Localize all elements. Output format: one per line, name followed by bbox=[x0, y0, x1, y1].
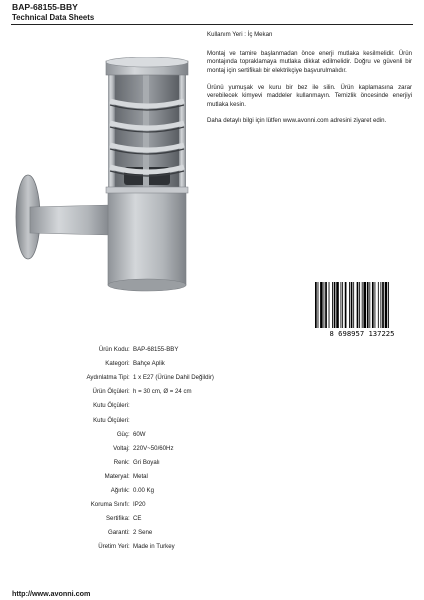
barcode-bar bbox=[320, 282, 323, 328]
spec-separator: : bbox=[128, 543, 130, 551]
spec-label: Garanti bbox=[108, 529, 128, 537]
barcode-bar bbox=[372, 282, 374, 328]
barcode-bar bbox=[353, 282, 354, 328]
spec-separator: : bbox=[128, 430, 130, 438]
cleaning-paragraph: Ürünü yumuşak ve kuru bir bez ile silin. Ürün kaplamasına zarar verebilecek kimyevi maddeler kullanmayın. Temizlik öncesinde enerjiyi mutlaka kesin. bbox=[207, 83, 412, 108]
spec-separator: : bbox=[128, 374, 130, 382]
spec-value: 60W bbox=[133, 430, 146, 438]
spec-value: IP20 bbox=[133, 501, 146, 509]
barcode-bar bbox=[362, 282, 363, 328]
barcode-bar bbox=[363, 282, 366, 328]
usage-text: Kullanım Yeri : İç Mekan bbox=[207, 31, 273, 38]
spec-row bbox=[0, 485, 424, 496]
spec-label: Kutu Ölçüleri bbox=[93, 416, 128, 424]
barcode-bar bbox=[357, 282, 359, 328]
barcode-bar bbox=[378, 282, 379, 328]
spec-value: 2 Sene bbox=[133, 529, 153, 537]
barcode-bar bbox=[367, 282, 369, 328]
barcode-bar bbox=[385, 282, 388, 328]
spec-value: CE bbox=[133, 515, 142, 523]
barcode-bar bbox=[315, 282, 317, 328]
barcode-bar bbox=[325, 282, 327, 328]
installation-paragraph: Montaj ve tamire başlanmadan önce enerji mutlaka kesilmelidir. Ürün montajında topraklamaya mutlaka dikkat edilmelidir. Doğru ve güvenli bir montaj için sertifikalı bir elektrikçiye başvurulmalıdır. bbox=[207, 49, 412, 74]
spec-label: Koruma Sınıfı bbox=[90, 501, 128, 509]
barcode-bar bbox=[382, 282, 384, 328]
product-code-title: BAP-68155-BBY bbox=[12, 2, 78, 12]
spec-row bbox=[0, 415, 424, 426]
spec-row bbox=[0, 499, 424, 510]
spec-separator: : bbox=[128, 487, 130, 494]
spec-value: BAP-68155-BBY bbox=[133, 346, 179, 353]
spec-value: 1 x E27 (Ürüne Dahil Değildir) bbox=[133, 374, 214, 382]
spec-label: Ürün Kodu bbox=[98, 346, 128, 353]
spec-value: h = 30 cm, Ø = 24 cm bbox=[133, 388, 192, 396]
spec-label: Güç bbox=[116, 430, 128, 438]
more-info-paragraph: Daha detaylı bilgi için lütfen www.avonni.com adresini ziyaret edin. bbox=[207, 117, 387, 125]
barcode-bar bbox=[359, 282, 360, 328]
spec-separator: : bbox=[128, 472, 130, 480]
spec-label: Aydınlatma Tipi bbox=[86, 374, 128, 382]
spec-separator: : bbox=[128, 360, 130, 368]
spec-separator: : bbox=[128, 416, 130, 424]
spec-label: Kategori bbox=[105, 360, 128, 368]
barcode-bar bbox=[324, 282, 325, 328]
spec-separator: : bbox=[128, 515, 130, 523]
spec-label: Voltaj bbox=[113, 444, 128, 452]
barcode-bar bbox=[336, 282, 339, 328]
document-subtitle: Technical Data Sheets bbox=[12, 13, 95, 22]
barcode-bar bbox=[349, 282, 350, 328]
barcode-image bbox=[313, 282, 411, 338]
spec-row bbox=[0, 513, 424, 524]
barcode-bar bbox=[342, 282, 343, 328]
spec-row bbox=[0, 471, 424, 482]
barcode-bar bbox=[351, 282, 353, 328]
barcode-bar bbox=[332, 282, 333, 328]
spec-separator: : bbox=[128, 388, 130, 396]
spec-value: 220V~50/60Hz bbox=[133, 444, 174, 452]
description-block bbox=[207, 31, 412, 134]
header-divider bbox=[11, 24, 413, 25]
spec-row bbox=[0, 344, 424, 355]
spec-row bbox=[0, 429, 424, 440]
spec-row bbox=[0, 400, 424, 411]
spec-separator: : bbox=[128, 458, 130, 466]
barcode-bar bbox=[318, 282, 319, 328]
spec-value: 0.00 Kg bbox=[133, 487, 155, 494]
spec-value: Bahçe Aplik bbox=[133, 360, 165, 368]
product-image bbox=[12, 57, 202, 297]
barcode-bar bbox=[388, 282, 389, 328]
spec-label: Kutu Ölçüleri bbox=[93, 402, 128, 410]
barcode-bar bbox=[334, 282, 336, 328]
spec-separator: : bbox=[128, 529, 130, 537]
spec-label: Ağırlık bbox=[110, 487, 128, 494]
barcode-digits: 8 698957 137225 bbox=[329, 329, 395, 338]
spec-row bbox=[0, 457, 424, 468]
spec-label: Ürün Ölçüleri bbox=[92, 388, 128, 396]
spec-value: Metal bbox=[133, 472, 148, 480]
barcode-bar bbox=[380, 282, 381, 328]
spec-value: Made in Turkey bbox=[133, 543, 175, 551]
barcode-bar bbox=[345, 282, 347, 328]
spec-row bbox=[0, 443, 424, 454]
footer-url: http://www.avonni.com bbox=[12, 589, 91, 598]
spec-label: Materyal bbox=[104, 472, 128, 480]
spec-row bbox=[0, 358, 424, 369]
spec-row bbox=[0, 541, 424, 552]
spec-value: Gri Boyalı bbox=[133, 458, 160, 466]
barcode-bar bbox=[375, 282, 376, 328]
barcode-bar bbox=[341, 282, 342, 328]
barcode-bar bbox=[369, 282, 370, 328]
spec-label: Renk bbox=[113, 458, 128, 466]
spec-separator: : bbox=[128, 346, 130, 353]
spec-row bbox=[0, 527, 424, 538]
spec-row bbox=[0, 386, 424, 397]
spec-label: Sertifika bbox=[105, 515, 128, 523]
spec-row bbox=[0, 372, 424, 383]
spec-separator: : bbox=[128, 444, 130, 452]
barcode-bar bbox=[329, 282, 330, 328]
spec-separator: : bbox=[128, 402, 130, 410]
spec-label: Üretim Yeri bbox=[98, 543, 128, 551]
spec-separator: : bbox=[128, 501, 130, 509]
